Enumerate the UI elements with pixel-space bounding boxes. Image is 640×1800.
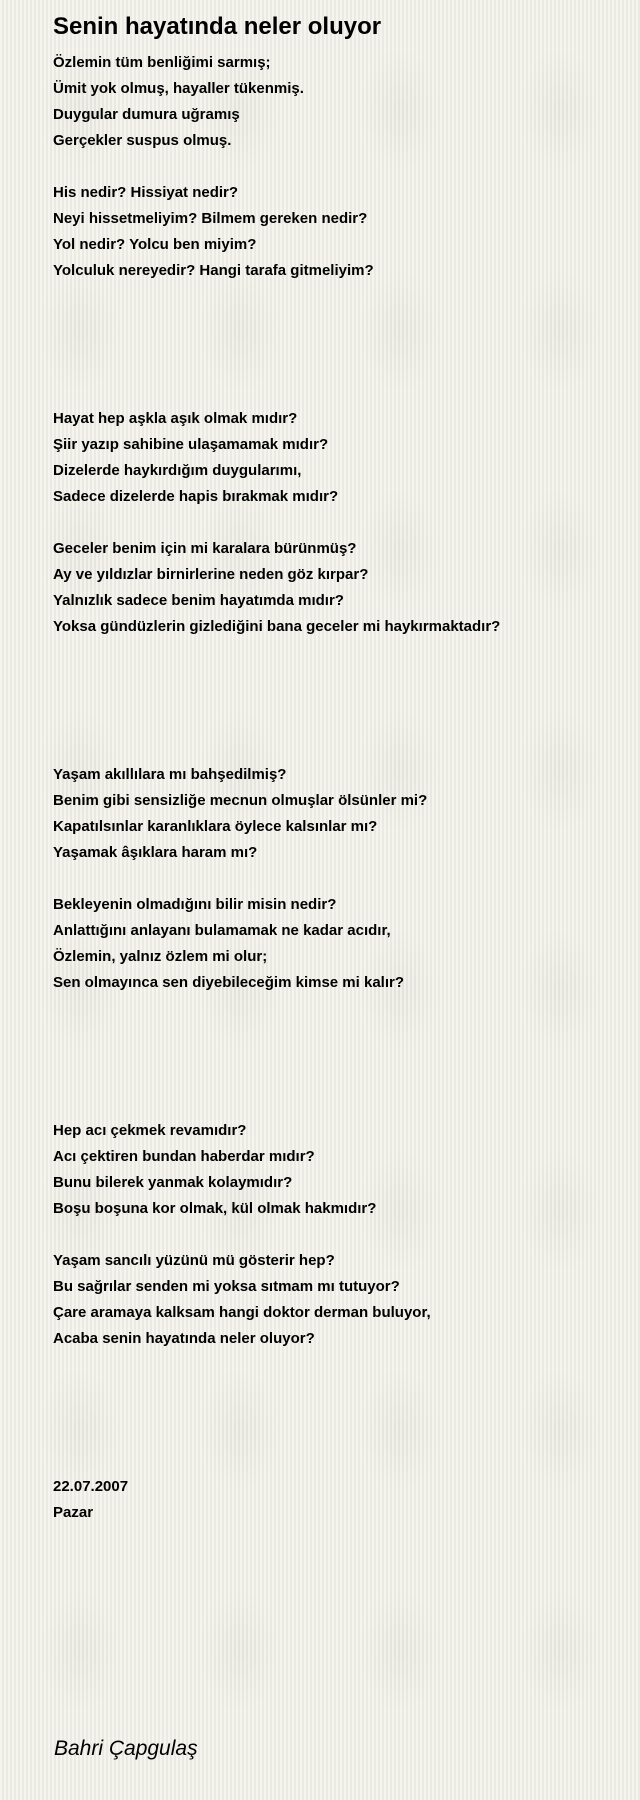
- poem-body: [53, 50, 613, 1474]
- poem-line: Yoksa gündüzlerin gizlediğini bana geceler mi haykırmaktadır?: [53, 618, 501, 635]
- section-spacer: [53, 1378, 613, 1474]
- stanza: [53, 180, 613, 284]
- section-spacer: [53, 666, 613, 762]
- poem-line: His nedir? Hissiyat nedir?: [53, 184, 239, 201]
- poem-line: Şiir yazıp sahibine ulaşamamak mıdır?: [53, 436, 329, 453]
- stanza-group: [53, 1118, 613, 1352]
- poem-line: Neyi hissetmeliyim? Bilmem gereken nedir?: [53, 210, 368, 227]
- poem-line: Bu sağrılar senden mi yoksa sıtmam mı tutuyor?: [53, 1278, 400, 1295]
- poem-line: Anlattığını anlayanı bulamamak ne kadar acıdır,: [53, 922, 391, 939]
- poem-line: Özlemin tüm benliğimi sarmış;: [53, 54, 271, 71]
- stanza: [53, 892, 613, 996]
- poem-title: Senin hayatında neler oluyor: [53, 13, 382, 40]
- poem-day: Pazar: [53, 1504, 94, 1521]
- poem-line: Dizelerde haykırdığım duygularımı,: [53, 462, 302, 479]
- poem-line: Gerçekler suspus olmuş.: [53, 132, 232, 149]
- poem-line: Yol nedir? Yolcu ben miyim?: [53, 236, 257, 253]
- poem-line: Sadece dizelerde hapis bırakmak mıdır?: [53, 488, 339, 505]
- poem-date: 22.07.2007: [53, 1478, 129, 1495]
- poem-line: Kapatılsınlar karanlıklara öylece kalsınlar mı?: [53, 818, 378, 835]
- poem-line: Ümit yok olmuş, hayaller tükenmiş.: [53, 80, 304, 97]
- poem-line: Yaşamak âşıklara haram mı?: [53, 844, 258, 861]
- stanza: [53, 762, 613, 866]
- poem-line: Sen olmayınca sen diyebileceğim kimse mi kalır?: [53, 974, 404, 991]
- poem-author: Bahri Çapgulaş: [54, 1737, 198, 1760]
- poem-line: Hayat hep aşkla aşık olmak mıdır?: [53, 410, 298, 427]
- poem-line: Geceler benim için mi karalara bürünmüş?: [53, 540, 357, 557]
- stanza-group: [53, 406, 613, 640]
- poem-line: Bekleyenin olmadığını bilir misin nedir?: [53, 896, 337, 913]
- stanza: [53, 406, 613, 510]
- stanza: [53, 1248, 613, 1352]
- poem-line: Boşu boşuna kor olmak, kül olmak hakmıdır?: [53, 1200, 377, 1217]
- poem-line: Ay ve yıldızlar birnirlerine neden göz kırpar?: [53, 566, 369, 583]
- section-spacer: [53, 1022, 613, 1118]
- poem-line: Duygular dumura uğramış: [53, 106, 240, 123]
- poem-line: Çare aramaya kalksam hangi doktor derman buluyor,: [53, 1304, 431, 1321]
- poem-line: Benim gibi sensizliğe mecnun olmuşlar ölsünler mi?: [53, 792, 428, 809]
- stanza-group: [53, 762, 613, 996]
- poem-line: Bunu bilerek yanmak kolaymıdır?: [53, 1174, 293, 1191]
- poem-page: [53, 10, 613, 1526]
- section-spacer: [53, 310, 613, 406]
- poem-line: Yaşam sancılı yüzünü mü gösterir hep?: [53, 1252, 335, 1269]
- stanza-group: [53, 50, 613, 284]
- poem-line: Hep acı çekmek revamıdır?: [53, 1122, 247, 1139]
- date-block: [53, 1474, 613, 1526]
- stanza: [53, 1118, 613, 1222]
- poem-line: Yalnızlık sadece benim hayatımda mıdır?: [53, 592, 344, 609]
- poem-line: Yolculuk nereyedir? Hangi tarafa gitmeliyim?: [53, 262, 374, 279]
- poem-line: Acı çektiren bundan haberdar mıdır?: [53, 1148, 315, 1165]
- poem-line: Özlemin, yalnız özlem mi olur;: [53, 948, 268, 965]
- stanza: [53, 50, 613, 154]
- stanza: [53, 536, 613, 640]
- poem-line: Yaşam akıllılara mı bahşedilmiş?: [53, 766, 287, 783]
- poem-line: Acaba senin hayatında neler oluyor?: [53, 1330, 315, 1347]
